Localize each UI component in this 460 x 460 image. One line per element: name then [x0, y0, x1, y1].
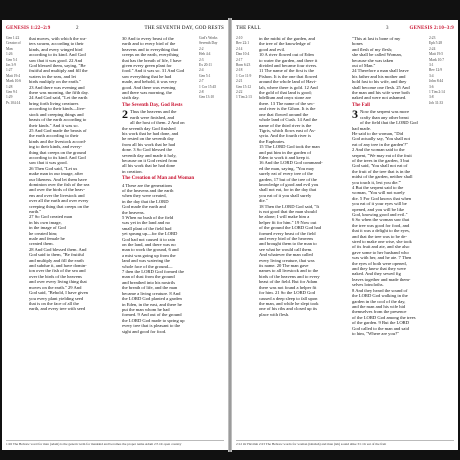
text-line: syria. And the fourth river is [259, 133, 312, 139]
text-line: Gen 1:22 [6, 36, 20, 40]
text-line: 2:18 [236, 68, 243, 73]
text-line: Heb 4:4 [199, 52, 211, 57]
text-line: crafty than any other beast [360, 114, 409, 120]
text-line: bdellium and onyx stone are [259, 95, 312, 101]
text-line: name of the third river is the [259, 122, 312, 128]
text-line: its name. 20 The man gave [259, 263, 309, 269]
text-line: because she was taken [352, 57, 394, 63]
text-line: and multiply and fill the earth [29, 257, 84, 263]
text-line: themselves from the presence [352, 309, 407, 315]
text-line: divided and became four rivers. [259, 63, 318, 69]
column-2-text-c [122, 183, 196, 334]
text-line: God actually say, 'You shall not [352, 136, 410, 142]
left-page-section-title: THE SEVENTH DAY, GOD RESTS [144, 26, 224, 31]
text-line: and put him in the garden of [259, 149, 312, 155]
text-line: ing to their kinds, and every- [29, 144, 83, 150]
text-line: dominion over the fish of the sea [29, 181, 90, 187]
text-line: God had not caused it to rain [122, 236, 176, 242]
text-line: bring forth living creatures [29, 100, 79, 106]
text-line: creeping thing that creeps on the [29, 203, 89, 209]
text-line: Thus the heavens and the [130, 109, 177, 115]
text-line: a mist was going up from the [122, 252, 176, 258]
left-page-column-1 [29, 36, 117, 312]
text-line: the fruit of the tree that is in the [352, 168, 411, 174]
text-line: fruitful and multiply and fill the [29, 68, 88, 74]
text-line: 2:14 [236, 46, 243, 51]
text-line: woman, "You will not surely [352, 190, 405, 196]
text-line: saw that it was good. [29, 160, 68, 166]
text-line: and that the tree was to be de- [352, 233, 407, 239]
text-line: God made the earth and [122, 204, 166, 210]
text-line: small plant of the field had [122, 225, 172, 231]
text-line: whole face of the ground— [122, 263, 173, 269]
text-line: 8 And they heard the sound of [352, 287, 408, 293]
text-line: around the whole land of Havi- [259, 79, 317, 85]
text-line: according to its kind. And God [29, 154, 86, 160]
right-page-column-1 [259, 36, 347, 317]
text-line: made, and behold, it was very [122, 79, 177, 85]
text-line: God, knowing good and evil." [352, 212, 408, 217]
text-line: food." And it was so. 31 And God [122, 68, 185, 74]
text-line: good and evil. [259, 46, 286, 52]
text-line: you eat of it you shall surely [259, 192, 312, 198]
text-line: ters swarm, according to their [29, 41, 84, 47]
text-line: over the birds of the heavens [29, 273, 82, 279]
text-line: yet sprung up—for the LORD [122, 231, 178, 237]
text-line: of the field that the LORD God [360, 120, 418, 126]
right-page-left-margin-references [236, 36, 258, 101]
text-line: he created him; [29, 230, 58, 236]
text-line: his father and his mother and [352, 73, 406, 79]
text-line: 2:2 [199, 46, 204, 51]
text-line: and subdue it, and have domin- [29, 263, 87, 269]
text-line: God said, "Behold, I have given [29, 290, 88, 296]
section-heading-seventh-day: The Seventh Day, God Rests [122, 102, 183, 108]
text-line: sixth day. [122, 95, 140, 101]
text-line: 24 And God said, "Let the earth [29, 95, 88, 101]
text-line: Gen 5:1 [199, 73, 211, 78]
chapter-number-3: 3 [352, 107, 358, 122]
text-line: you touch it, lest you die.'" [352, 179, 402, 185]
text-line: Rom 6:23 [236, 63, 251, 68]
text-line: that has the breath of life, I have [122, 57, 182, 63]
text-line: leaves together and made them- [352, 276, 411, 282]
text-line: Gen 15:12 [236, 84, 252, 89]
right-margin-references [199, 36, 225, 101]
text-line: of the garden. 9 But the LORD [352, 320, 410, 326]
text-line: die. 5 For God knows that when [352, 195, 412, 201]
text-line: 2:17 [236, 57, 243, 62]
text-line: the seventh day God finished [122, 125, 176, 131]
text-line: in his own image, [29, 219, 62, 225]
text-line: Dan 10:4 [236, 52, 250, 57]
left-page [2, 20, 228, 450]
text-line: sired to make one wise, she took [352, 239, 412, 245]
text-line: Mark 10:7 [429, 57, 445, 62]
text-line: land and was watering the [122, 258, 170, 264]
text-line: Job 31:33 [429, 100, 444, 105]
text-line: ens and over the livestock and [29, 192, 85, 198]
section-heading-creation-of-man: The Creation of Man and Woman [122, 176, 195, 182]
text-line: every tree that is pleasant to the [122, 323, 181, 329]
text-line: earth were finished, and [130, 114, 175, 120]
text-line: beasts of the earth according to [29, 117, 87, 123]
text-line: 2:24 [429, 46, 436, 51]
text-line: man to work the ground, 6 and [122, 247, 179, 253]
text-line: in the day that the LORD [122, 198, 169, 204]
right-page-right-margin-references [429, 36, 455, 106]
text-line: stock and creeping things and [29, 111, 84, 117]
text-line: garden in the cool of the day, [352, 298, 406, 304]
text-line: when they were created, [122, 193, 167, 199]
text-line: of the ground the LORD God had [259, 225, 322, 231]
text-line: Gen 5:1 [6, 57, 18, 62]
text-line: 2:3 [199, 57, 204, 62]
column-2-text-b [352, 109, 426, 336]
right-page-number: 3 [386, 26, 389, 31]
text-line: of the heavens and the earth [122, 187, 174, 193]
text-line: the LORD God made to spring up [122, 317, 185, 323]
right-page-reference: GENESIS 2:10–3:9 [409, 26, 454, 31]
text-line: saw that it was good. 22 And [29, 57, 83, 63]
left-page-number: 2 [76, 26, 79, 31]
text-line: their kinds." And it was so. [29, 122, 79, 128]
text-line: 1:29 [6, 95, 13, 100]
text-line: given every green plant for [122, 63, 172, 69]
text-line: was yet in the land and no [122, 220, 170, 226]
text-line: his work that he had done, and [122, 130, 179, 136]
text-line: and brought them to the man to [259, 241, 317, 247]
text-line: 2:7 [199, 79, 204, 84]
text-line: 1 Tim 2:14 [429, 90, 445, 95]
text-line: the earth according to their [29, 133, 79, 139]
text-line: to him, "Where are you?" [352, 330, 399, 336]
text-line: naked. And they sewed fig [352, 271, 401, 277]
text-line: 11 The name of the first is the [259, 68, 314, 74]
text-line: gave some to her husband who [352, 249, 409, 255]
right-page-footnotes: 2:12 Or Havilah 2:23 The Hebrew words for woman (ishshah) and man (ish) sound alike 3:1 Or eat of the fruit [236, 440, 454, 446]
text-line: all the host of them. 2 And on [130, 120, 185, 126]
text-line: kinds, and every winged bird [29, 46, 83, 52]
text-line: the tree was good for food, and [352, 222, 410, 228]
text-line: shall not eat, for in the day that [259, 187, 317, 193]
text-line: that it was a delight to the eyes, [352, 228, 410, 234]
right-page-column-2 [352, 36, 426, 336]
text-line: Matt 19:5 [429, 52, 444, 57]
text-line: in creation. [122, 168, 143, 174]
text-line: surely eat of every tree of the [259, 171, 313, 177]
text-line: be alone; I will make him a [259, 214, 310, 220]
text-line: done. 3 So God blessed the [122, 147, 173, 153]
text-line: Tigris, which flows east of As- [259, 127, 316, 133]
text-line: eat of any tree in the garden'?" [352, 141, 409, 147]
text-line: place with flesh. [259, 311, 290, 317]
text-line: opened, and you will be like [352, 206, 405, 212]
text-line: creeps on the earth, everything [122, 52, 179, 58]
text-line: she shall be called Woman, [352, 52, 402, 58]
text-line: 7 then the LORD God formed the [122, 269, 185, 275]
text-line: formed every beast of the field [259, 230, 316, 236]
text-line: on the land, and there was no [122, 242, 176, 248]
text-line: serpent, "We may eat of the fruit [352, 152, 412, 158]
text-line: moves on the earth." 29 And [29, 284, 82, 290]
text-line: kinds and the livestock accord- [29, 138, 87, 144]
text-line: sight and good for food. [122, 328, 167, 334]
text-line: earth, and every tree with seed [29, 306, 86, 312]
text-line: 3:6 [429, 84, 434, 89]
text-line: in the image of God [29, 225, 66, 231]
text-line: lah, where there is gold. 12 And [259, 84, 318, 90]
text-line: 6 So when the woman saw that [352, 217, 410, 223]
text-line: helper fit for him." 19 Now out [259, 219, 317, 225]
text-line: 2:8 [199, 90, 204, 95]
text-line: 28 And God blessed them. And [29, 246, 87, 252]
text-line: knowledge of good and evil you [259, 181, 319, 187]
text-line: the heavens. [122, 209, 145, 215]
text-line: 1:26 [6, 52, 13, 57]
text-line: all his work that he had done [122, 163, 176, 169]
text-line: of the trees in the garden, 3 but [352, 157, 410, 163]
text-line: John 8:44 [429, 79, 444, 84]
text-line: the tree of the knowledge of [259, 41, 311, 47]
text-line: 27 So God created man [29, 214, 73, 220]
text-line: earth." [29, 209, 42, 214]
text-line: selves loincloths. [352, 282, 384, 288]
text-line: and over every living thing that [29, 279, 87, 285]
text-line: 1 Cor 11:9 [236, 73, 252, 78]
text-line: Pishon. It is the one that flowed [259, 73, 318, 79]
right-running-head [236, 24, 454, 34]
text-line: die." [259, 198, 268, 204]
text-line: 2:21 [236, 79, 243, 84]
text-line: the LORD God walking in the [352, 293, 408, 299]
text-line: caused a deep sleep to fall upon [259, 295, 318, 301]
text-line: from all his work that he had [122, 141, 176, 147]
text-line: 16 And the LORD God command- [259, 160, 323, 166]
text-line: and over the birds of the heav- [29, 187, 86, 193]
text-line: there was not found a helper fit [259, 284, 317, 290]
text-line: Seventh Day [199, 41, 218, 46]
text-line: of its fruit and ate, and she also [352, 244, 410, 250]
text-line: Now the serpent was more [360, 109, 409, 115]
text-line: He said to the woman, "Did [352, 130, 404, 136]
text-line: 2:23 [429, 36, 436, 40]
text-line: is not good that the man should [259, 209, 317, 214]
text-line: 2:4 [199, 68, 204, 73]
text-line: 24 Therefore a man shall leave [352, 68, 409, 74]
text-line: birds multiply on the earth." [29, 79, 81, 85]
text-line: put the man whom he had [122, 306, 170, 312]
text-line: God blessed them, saying, "Be [29, 63, 86, 69]
text-line: the breath of life, and the man [122, 285, 178, 291]
text-line: birds of the heavens and to every [259, 273, 320, 279]
text-line: the gold of that land is good; [259, 90, 312, 96]
right-page [232, 20, 458, 450]
text-line: and the man and his wife hid [352, 303, 406, 309]
text-line: And whatever the man called [259, 252, 313, 258]
text-line: 1:27 [6, 68, 13, 73]
text-line: there was morning, the fifth day. [29, 90, 89, 96]
text-line: ond river is the Gihon. It is the [259, 106, 316, 112]
text-line: 3:8 [429, 95, 434, 100]
text-line: of the LORD God among the trees [352, 314, 416, 320]
text-line: our likeness. And let them have [29, 176, 87, 182]
left-page-column-2 [122, 36, 196, 334]
text-line: there. 13 The name of the sec- [259, 100, 315, 106]
text-line: Rev 22:1 [236, 41, 250, 46]
text-line: 2:10 [236, 36, 243, 40]
text-line: ed the man, saying, "You may [259, 165, 315, 171]
text-line: saw everything that he had [122, 73, 172, 79]
text-line: for him. 21 So the LORD God [259, 290, 316, 296]
text-line: because on it God rested from [122, 157, 178, 163]
text-line: beast of the field. But for Adam [259, 279, 318, 285]
text-line: out of Man." [352, 63, 376, 69]
right-page-section-title: THE FALL [236, 26, 261, 31]
text-line: the LORD God planted a garden [122, 296, 182, 302]
text-line: in the midst of the garden, and [259, 36, 316, 41]
text-line: Ex 20:11 [199, 63, 212, 68]
text-line: midst of the garden, neither shall [352, 174, 413, 180]
text-line: Matt 19:4 [6, 73, 21, 78]
text-line: earth and to every bird of the [122, 41, 176, 47]
text-line: heavens and to everything that [122, 46, 179, 52]
text-line: Mark 10:6 [6, 79, 22, 84]
text-line: shall become one flesh. 25 And [352, 84, 410, 90]
text-line: good. And there was evening [122, 84, 176, 90]
text-line: Jas 3:9 [6, 63, 16, 68]
text-line: hold fast to his wife, and they [352, 79, 407, 85]
text-line: see what he would call them. [259, 246, 313, 252]
section-heading-the-fall: The Fall [352, 102, 370, 108]
text-line: Creator of Man [6, 41, 21, 51]
text-line: 1 Tim 2:13 [236, 95, 252, 100]
text-line: God's Works [199, 36, 218, 40]
text-line: and they knew that they were [352, 266, 406, 272]
text-line: one that flowed around the [259, 111, 309, 117]
text-line: 2:22 [236, 90, 243, 95]
left-page-reference: GENESIS 1:22–2:9 [6, 26, 51, 31]
text-line: garden, 17 but of the tree of the [259, 176, 317, 182]
text-line: waters in the seas, and let [29, 73, 76, 79]
text-line: Gen 13:10 [199, 95, 215, 100]
text-line: the man, and while he slept took [259, 300, 319, 306]
text-line: thing that creeps on the ground [29, 149, 87, 155]
column-2-text [352, 36, 426, 101]
text-line: 3:1 [429, 63, 434, 68]
left-page-footnotes: 1:26 The Hebrew word for man (adam) is the generic term for mankind and becomes the proper name Adam 2:5 Or open country [6, 440, 224, 446]
text-line: to water the garden, and there it [259, 57, 318, 63]
text-line: God called to the man and said [352, 325, 409, 331]
text-line: according to its kind. And God [29, 52, 86, 58]
text-line: 2 And the woman said to the [352, 147, 405, 153]
text-line: Rev 12:9 [429, 68, 443, 73]
text-line: and there was morning, the [122, 90, 172, 96]
left-running-head [6, 24, 224, 34]
text-line: every living creature, that was [259, 257, 315, 263]
text-line: 5 When no bush of the field [122, 215, 174, 220]
text-line: make man in our image, after [29, 171, 84, 177]
text-line: was with her, and he ate. 7 Then [352, 255, 412, 261]
text-line: that moves, with which the wa- [29, 36, 87, 41]
text-line: 30 And to every beast of the [122, 36, 174, 41]
text-line: according to their kinds—live- [29, 106, 86, 112]
text-line: the eyes of both were opened, [352, 260, 407, 266]
text-line: male and female he [29, 236, 65, 242]
text-line: he rested on the seventh day [122, 136, 174, 142]
text-line: God said, 'You shall not eat of [352, 163, 408, 169]
text-line: 1:28 [6, 84, 13, 89]
text-line: 23 And there was evening and [29, 84, 85, 90]
text-line: you eat of it your eyes will be [352, 201, 407, 207]
text-line: Eph 5:28 [429, 41, 443, 46]
text-line: and every bird of the heavens [259, 236, 314, 242]
text-line: God said to them, "Be fruitful [29, 252, 84, 258]
text-line: 1 Cor 15:45 [199, 84, 217, 89]
text-line: man of dust from the ground [122, 274, 175, 280]
text-line: the man and his wife were both [352, 90, 410, 96]
text-line: whole land of Cush. 14 And the [259, 117, 318, 123]
text-line: became a living creature. 8 And [122, 290, 181, 296]
text-line: Eden to work it and keep it. [259, 154, 310, 160]
left-margin-references [6, 36, 28, 106]
chapter-number-2: 2 [122, 107, 128, 122]
text-line: ion over the fish of the sea and [29, 268, 86, 274]
text-line: you every plant yielding seed [29, 295, 84, 301]
text-line: and breathed into his nostrils [122, 279, 176, 285]
text-line: "This at last is bone of my [352, 36, 401, 41]
text-line: 25 And God made the beasts of [29, 127, 87, 133]
text-line: 3:4 [429, 73, 434, 78]
text-line: the Euphrates. [259, 138, 286, 144]
text-line: in Eden, in the east, and there he [122, 301, 182, 307]
column-2-text-b [122, 109, 196, 174]
text-line: 26 Then God said, "Let us [29, 165, 78, 171]
text-line: over all the earth and over every [29, 198, 89, 204]
text-line: bones [352, 41, 363, 47]
text-line: had made. [352, 125, 371, 131]
text-line: names to all livestock and to the [259, 268, 319, 274]
text-line: one of his ribs and closed up its [259, 306, 318, 312]
text-line: and flesh of my flesh; [352, 46, 393, 52]
text-line: created them. [29, 241, 54, 247]
text-line: naked and were not ashamed. [352, 95, 407, 101]
text-line: 4 These are the generations [122, 182, 173, 188]
text-line: 10 A river flowed out of Eden [259, 52, 314, 58]
text-line: 18 Then the LORD God said, "It [259, 203, 320, 209]
text-line: seventh day and made it holy, [122, 152, 177, 158]
text-line: Ps 104:14 [6, 100, 21, 105]
text-line: that is on the face of all the [29, 300, 79, 306]
text-line: Gen 9:1 [6, 90, 18, 95]
text-line: 15 The LORD God took the man [259, 144, 320, 150]
column-2-text [122, 36, 196, 101]
text-line: 4 But the serpent said to the [352, 184, 404, 190]
text-line: formed. 9 And out of the ground [122, 312, 182, 318]
